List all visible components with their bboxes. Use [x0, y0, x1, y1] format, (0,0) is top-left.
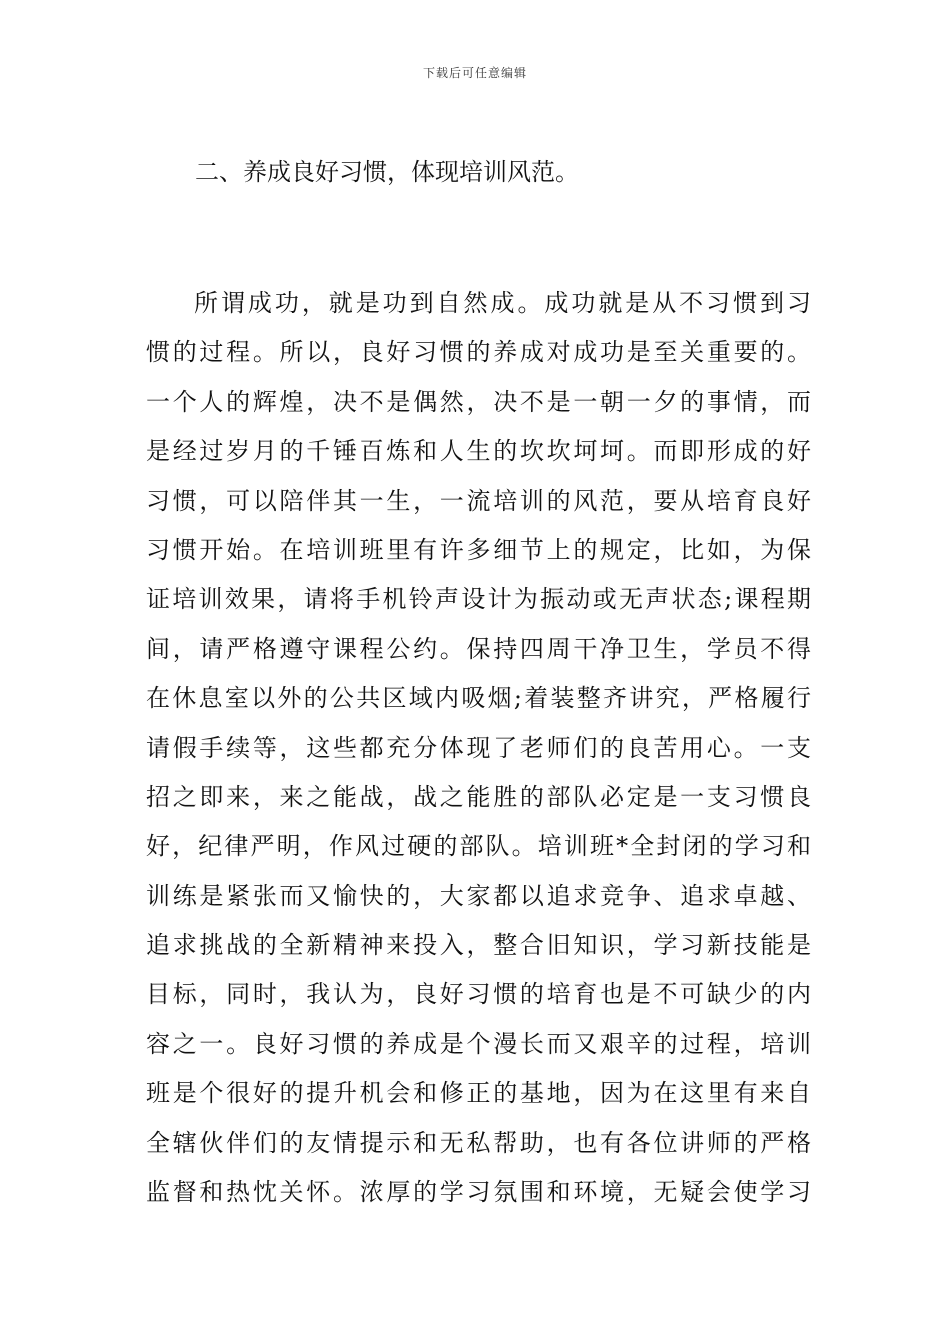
- paragraph-line: 请假手续等，这些都充分体现了老师们的良苦用心。一支: [146, 733, 811, 762]
- paragraph-line: 容之一。良好习惯的养成是个漫长而又艰辛的过程，培训: [146, 1029, 811, 1058]
- section-heading: 二、养成良好习惯，体现培训风范。: [195, 158, 579, 186]
- paragraph-line: 间，请严格遵守课程公约。保持四周干净卫生，学员不得: [146, 634, 811, 663]
- paragraph-line: 全辖伙伴们的友情提示和无私帮助，也有各位讲师的严格: [146, 1128, 811, 1157]
- paragraph-line: 惯的过程。所以，良好习惯的养成对成功是至关重要的。: [146, 338, 811, 367]
- body-paragraph: [146, 283, 811, 1221]
- header-note: 下载后可任意编辑: [422, 66, 527, 80]
- paragraph-line: 训练是紧张而又愉快的，大家都以追求竞争、追求卓越、: [146, 881, 811, 910]
- paragraph-line: 追求挑战的全新精神来投入，整合旧知识，学习新技能是: [146, 931, 811, 960]
- paragraph-line: 所谓成功，就是功到自然成。成功就是从不习惯到习: [194, 289, 811, 317]
- paragraph-line: 在休息室以外的公共区域内吸烟;着装整齐讲究，严格履行: [146, 684, 811, 713]
- paragraph-line: 一个人的辉煌，决不是偶然，决不是一朝一夕的事情，而: [146, 387, 811, 416]
- paragraph-line: 招之即来，来之能战，战之能胜的部队必定是一支习惯良: [146, 782, 811, 811]
- paragraph-line: 习惯，可以陪伴其一生，一流培训的风范，要从培育良好: [146, 486, 811, 515]
- paragraph-line: 证培训效果，请将手机铃声设计为振动或无声状态;课程期: [146, 585, 811, 614]
- paragraph-line: 习惯开始。在培训班里有许多细节上的规定，比如，为保: [146, 535, 811, 564]
- paragraph-line: 是经过岁月的千锤百炼和人生的坎坎坷坷。而即形成的好: [146, 437, 811, 466]
- paragraph-line: 班是个很好的提升机会和修正的基地，因为在这里有来自: [146, 1079, 811, 1108]
- paragraph-line: 目标，同时，我认为，良好习惯的培育也是不可缺少的内: [146, 980, 811, 1009]
- paragraph-line: 监督和热忱关怀。浓厚的学习氛围和环境，无疑会使学习: [146, 1178, 811, 1207]
- paragraph-line: 好，纪律严明，作风过硬的部队。培训班*全封闭的学习和: [146, 832, 811, 861]
